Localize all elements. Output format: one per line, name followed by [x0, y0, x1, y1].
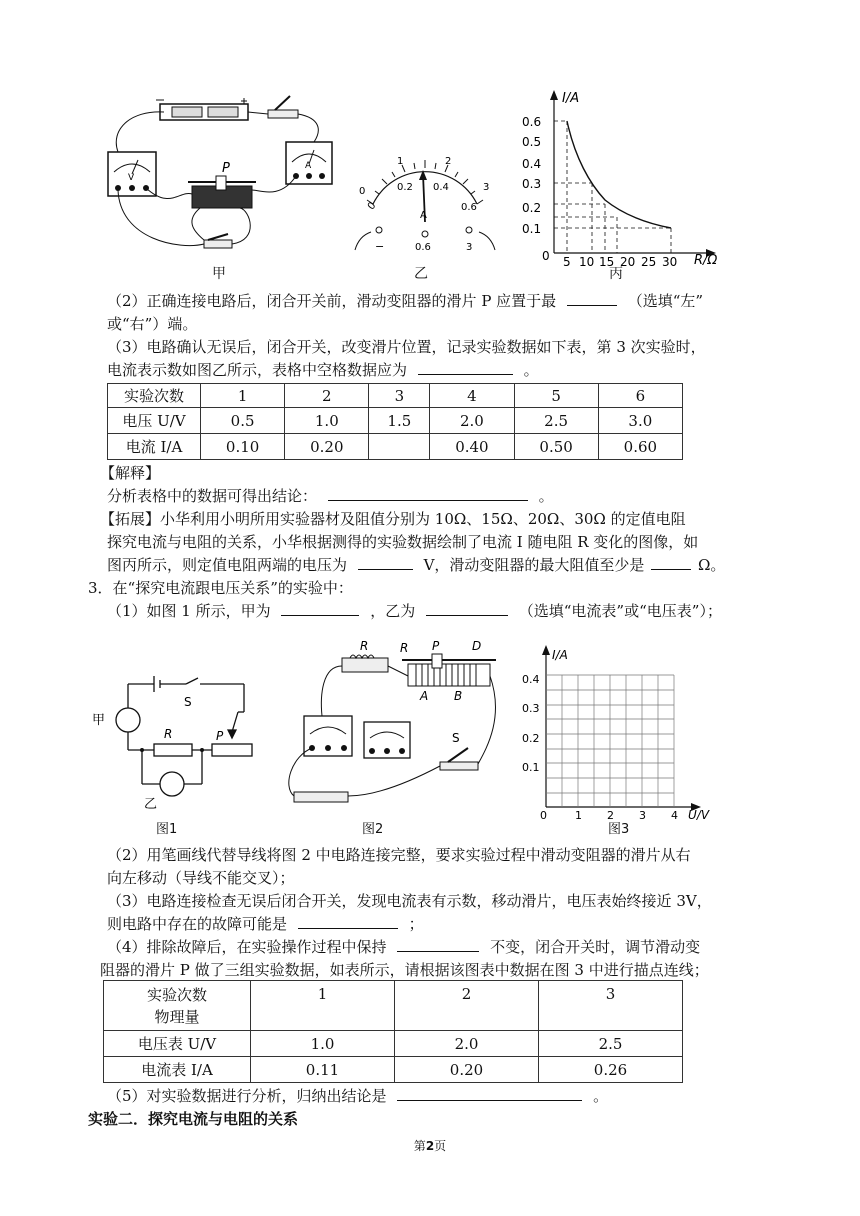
figure-3-grid-graph: [520, 645, 720, 820]
graph-bing-ytick-01: 0.1: [522, 222, 542, 236]
q2-table-r0-c6: 3.0: [598, 408, 682, 434]
page-number: 第2页: [413, 1139, 447, 1153]
q2-table-r1-c6: 0.60: [598, 434, 682, 460]
fig2-r-label: R: [360, 639, 369, 653]
q3-table-header-bottom: 物理量: [154, 1007, 200, 1026]
table-row: [108, 408, 683, 434]
graph3-ytick-04: 0.4: [522, 673, 540, 686]
ammeter-bottom-0: 0: [365, 200, 379, 213]
figure-3-caption: 图3: [608, 822, 630, 837]
fig1-p-label: P: [216, 729, 224, 743]
q2-p3-line2: 电流表示数如图乙所示，表格中空格数据应为 。: [107, 361, 539, 379]
graph3-ytick-02: 0.2: [522, 732, 540, 745]
q3-conclusion-blank[interactable]: [397, 1085, 582, 1101]
q2-table-r0-c1: 0.5: [201, 408, 285, 434]
q3-p4-line1: （4）排除故障后，在实验操作过程中保持 不变，闭合开关时，调节滑动变: [107, 938, 701, 956]
graph-bing-xtick-25: 25: [641, 255, 657, 266]
q2-p2-blank[interactable]: [567, 290, 617, 306]
figure-2-physical-circuit: [282, 636, 512, 816]
figure-yi-caption: 乙: [414, 266, 428, 282]
figure-yi-ammeter-scale: [345, 150, 505, 260]
q3-title: 3．在“探究电流跟电压关系”的实验中：: [88, 579, 353, 597]
graph-bing-xtick-15: 15: [599, 255, 615, 266]
table-row: [108, 384, 683, 408]
ammeter-terminal-3: 3: [466, 242, 473, 253]
q2-table-header-1: 1: [201, 384, 285, 408]
ammeter-bottom-3: 0.6: [461, 202, 477, 213]
figure-1-circuit-diagram: [86, 660, 256, 840]
q2-table-r1-c0: 电流 I/A: [108, 434, 201, 460]
ammeter-bottom-2: 0.4: [433, 182, 449, 193]
q2-p2-line2: 或“右”）端。: [107, 315, 198, 333]
q3-table-r1-c3: 0.26: [539, 1057, 683, 1083]
graph-bing-x-label: R/Ω: [694, 253, 718, 266]
ammeter-top-0: 0: [359, 186, 366, 197]
q3-table-r1-c2: 0.20: [395, 1057, 539, 1083]
q3-jia-blank[interactable]: [281, 600, 359, 616]
graph-bing-xtick-20: 20: [620, 255, 636, 266]
graph-bing-xtick-10: 10: [579, 255, 595, 266]
q2-table-r0-c2: 1.0: [285, 408, 369, 434]
q2-tuozhan-line3: 图丙所示，则定值电阻两端的电压为 V，滑动变阻器的最大阻值至少是 Ω。: [107, 556, 726, 574]
graph-bing-ytick-04: 0.4: [522, 157, 542, 171]
q2-table-r1-c1: 0.10: [201, 434, 285, 460]
section-heading: 实验二．探究电流与电阻的关系: [88, 1110, 299, 1128]
q3-data-table: [103, 980, 683, 1083]
graph3-x-label: U/V: [688, 808, 710, 820]
q2-p3-line1: （3）电路确认无误后，闭合开关，改变滑片位置，记录实验数据如下表，第 3 次实验时，: [107, 338, 706, 356]
ammeter-top-1: 1: [397, 156, 404, 167]
table-row: [104, 981, 683, 1031]
q3-table-col-2: 2: [395, 981, 539, 1031]
fig2-d-label: D: [472, 639, 482, 653]
ammeter-terminal-06: 0.6: [415, 242, 431, 253]
fig1-jia-label: 甲: [92, 713, 106, 728]
fig2-p-label: P: [432, 639, 440, 653]
fig1-r-label: R: [164, 727, 173, 741]
graph-bing-ytick-06: 0.6: [522, 115, 542, 129]
q3-p2-line1: （2）用笔画线代替导线将图 2 中电路连接完整，要求实验过程中滑动变阻器的滑片从右: [107, 846, 691, 864]
q3-p3-line1: （3）电路连接检查无误后闭合开关，发现电流表有示数，移动滑片，电压表始终接近 3V，: [107, 892, 712, 910]
table-row: [104, 1031, 683, 1057]
q2-jieshi-blank[interactable]: [328, 485, 528, 501]
q2-table-r1-c5: 0.50: [514, 434, 598, 460]
q2-table-header-3: 3: [369, 384, 430, 408]
q2-table-r1-c3-blank[interactable]: [369, 434, 430, 460]
q2-resistance-blank[interactable]: [651, 554, 691, 570]
q3-p4-line2: 阻器的滑片 P 做了三组实验数据，如表所示，请根据该图表中数据在图 3 中进行描点连线；: [100, 961, 709, 979]
graph-bing-ytick-03: 0.3: [522, 177, 542, 191]
table-row: [104, 1057, 683, 1083]
fig2-b-label: B: [454, 689, 463, 703]
q2-tuozhan-line1: 【拓展】小华利用小明所用实验器材及阻值分别为 10Ω、15Ω、20Ω、30Ω 的定值电阻: [100, 510, 686, 528]
q3-table-col-3: 3: [539, 981, 683, 1031]
q3-table-r1-c1: 0.11: [251, 1057, 395, 1083]
graph3-xtick-1: 1: [575, 809, 582, 820]
q3-p2-line2: 向左移动（导线不能交叉）；: [107, 869, 295, 887]
q3-p1-line: （1）如图 1 所示，甲为 ，乙为 （选填“电流表”或“电压表”）；: [107, 602, 722, 620]
fig2-s-label: S: [452, 731, 460, 745]
fig2-a-label: A: [420, 689, 429, 703]
graph3-xtick-3: 3: [639, 809, 646, 820]
graph3-xtick-4: 4: [671, 809, 678, 820]
voltmeter-v-label: V: [128, 173, 135, 183]
q3-table-r0-c0: 电压表 U/V: [104, 1031, 251, 1057]
figure-bing-graph: [510, 88, 740, 266]
q3-table-col-1: 1: [251, 981, 395, 1031]
q2-table-r1-c4: 0.40: [430, 434, 514, 460]
q3-p3-line2: 则电路中存在的故障可能是 ；: [107, 915, 424, 933]
fig1-yi-label: 乙: [144, 797, 158, 812]
q2-table-r0-c0: 电压 U/V: [108, 408, 201, 434]
graph3-y-label: I/A: [552, 648, 568, 662]
q2-table-r0-c3: 1.5: [369, 408, 430, 434]
ammeter-unit: A: [420, 210, 427, 221]
figure-2-caption: 图2: [362, 822, 384, 837]
q2-data-table: [107, 383, 683, 460]
graph3-ytick-03: 0.3: [522, 702, 540, 715]
q3-table-header-top: 实验次数: [146, 985, 207, 1004]
q2-table-r0-c5: 2.5: [514, 408, 598, 434]
q2-table-header-2: 2: [285, 384, 369, 408]
figure-jia-caption: 甲: [212, 266, 226, 282]
q3-table-r0-c1: 1.0: [251, 1031, 395, 1057]
graph-bing-origin: 0: [542, 249, 550, 263]
graph3-xtick-2: 2: [607, 809, 614, 820]
q3-table-r0-c2: 2.0: [395, 1031, 539, 1057]
q3-table-r0-c3: 2.5: [539, 1031, 683, 1057]
graph-bing-ytick-05: 0.5: [522, 135, 542, 149]
q3-fault-blank[interactable]: [298, 913, 398, 929]
table-row: [108, 434, 683, 460]
ammeter-top-3: 3: [483, 182, 490, 193]
q3-p5-line: （5）对实验数据进行分析，归纳出结论是 。: [107, 1087, 609, 1105]
q2-table-header-4: 4: [430, 384, 514, 408]
graph-bing-y-label: I/A: [562, 91, 580, 106]
figure-1-caption: 图1: [156, 822, 178, 837]
q3-table-r1-c0: 电流表 I/A: [104, 1057, 251, 1083]
fig2-rheostat-r-label: R: [400, 641, 409, 655]
q2-voltage-blank[interactable]: [358, 554, 413, 570]
q2-jieshi-line: 分析表格中的数据可得出结论： 。: [107, 487, 554, 505]
graph-bing-xtick-5: 5: [563, 255, 571, 266]
q3-constant-blank[interactable]: [397, 936, 479, 952]
q2-table-r0-c4: 2.0: [430, 408, 514, 434]
fig1-s-label: S: [184, 695, 192, 709]
q2-p3-blank[interactable]: [418, 359, 513, 375]
q2-table-header-5: 5: [514, 384, 598, 408]
graph-bing-xtick-30: 30: [662, 255, 678, 266]
rheostat-p-label: P: [222, 161, 230, 176]
ammeter-terminal-minus: −: [375, 240, 385, 253]
q2-jieshi-heading: 【解释】: [100, 464, 161, 482]
q3-yi-blank[interactable]: [426, 600, 508, 616]
figure-jia-circuit: [100, 90, 340, 260]
graph-bing-ytick-02: 0.2: [522, 201, 542, 215]
ammeter-bottom-1: 0.2: [397, 182, 413, 193]
graph3-origin: 0: [540, 809, 547, 820]
figure-bing-caption: 丙: [609, 266, 623, 282]
q2-table-header-0: 实验次数: [108, 384, 201, 408]
ammeter-top-2: 2: [445, 156, 452, 167]
q2-tuozhan-line2: 探究电流与电阻的关系，小华根据测得的实验数据绘制了电流 I 随电阻 R 变化的图像，如: [107, 533, 699, 551]
graph3-ytick-01: 0.1: [522, 761, 540, 774]
q2-table-header-6: 6: [598, 384, 682, 408]
ammeter-a-label: A: [305, 161, 312, 171]
q2-p2-line1: （2）正确连接电路后，闭合开关前，滑动变阻器的滑片 P 应置于最 （选填“左”: [107, 292, 704, 310]
q3-table-corner: [104, 981, 251, 1031]
q2-table-r1-c2: 0.20: [285, 434, 369, 460]
